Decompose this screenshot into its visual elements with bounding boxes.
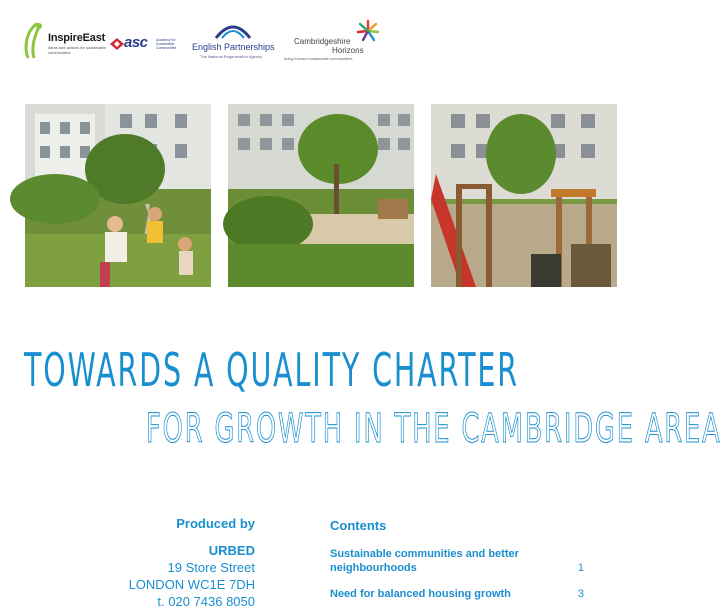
inspire-east-name: InspireEast xyxy=(48,32,106,44)
asc-name: asc xyxy=(124,34,148,51)
contents-item-page: 3 xyxy=(577,588,584,600)
asc-logo xyxy=(110,18,176,66)
contents-item[interactable] xyxy=(330,587,584,601)
producer-address-line2: LONDON WC1E 7DH xyxy=(128,577,255,592)
photo-children-playing xyxy=(25,104,211,287)
photo-courtyard-play-area xyxy=(228,104,414,287)
photo-playground-equipment xyxy=(431,104,617,287)
contents-item-label: Need for balanced housing growth xyxy=(330,588,511,600)
contents-item-page: 1 xyxy=(577,562,584,574)
contents-item[interactable] xyxy=(330,547,584,575)
cambridgeshire-horizons-logo xyxy=(280,18,382,66)
asc-tagline: Academy for Sustainable Communities xyxy=(156,38,177,50)
produced-by-label: Produced by xyxy=(176,516,255,531)
producer-block xyxy=(129,515,255,610)
contents-block xyxy=(330,518,584,613)
english-partnerships-logo xyxy=(186,18,282,66)
partner-logos xyxy=(22,18,382,66)
document-subtitle: FOR GROWTH IN THE CAMBRIDGE AREA xyxy=(146,406,722,452)
asc-diamond-icon xyxy=(110,38,124,50)
english-partnerships-arc-icon xyxy=(214,22,252,40)
inspire-east-swirl-icon xyxy=(22,20,48,64)
producer-organisation: URBED xyxy=(208,543,255,558)
cambridgeshire-horizons-name-line2: Horizons xyxy=(332,46,364,55)
document-title: TOWARDS A QUALITY CHARTER xyxy=(24,343,519,397)
inspire-east-tagline: ideas and actions for sustainable communities xyxy=(48,45,107,55)
cambridgeshire-horizons-tagline: living forward sustainable communities xyxy=(284,56,353,61)
producer-phone: t. 020 7436 8050 xyxy=(157,594,255,609)
english-partnerships-tagline: The National Regeneration Agency xyxy=(200,54,263,59)
producer-address-line1: 19 Store Street xyxy=(167,560,255,575)
inspire-east-logo xyxy=(22,18,106,66)
english-partnerships-name: English Partnerships xyxy=(192,42,275,52)
cambridgeshire-horizons-star-icon xyxy=(356,19,380,43)
contents-item-label: Sustainable communities and better neighbourhoods xyxy=(330,548,519,574)
cambridgeshire-horizons-name-line1: Cambridgeshire xyxy=(294,37,351,46)
contents-heading: Contents xyxy=(330,518,387,533)
